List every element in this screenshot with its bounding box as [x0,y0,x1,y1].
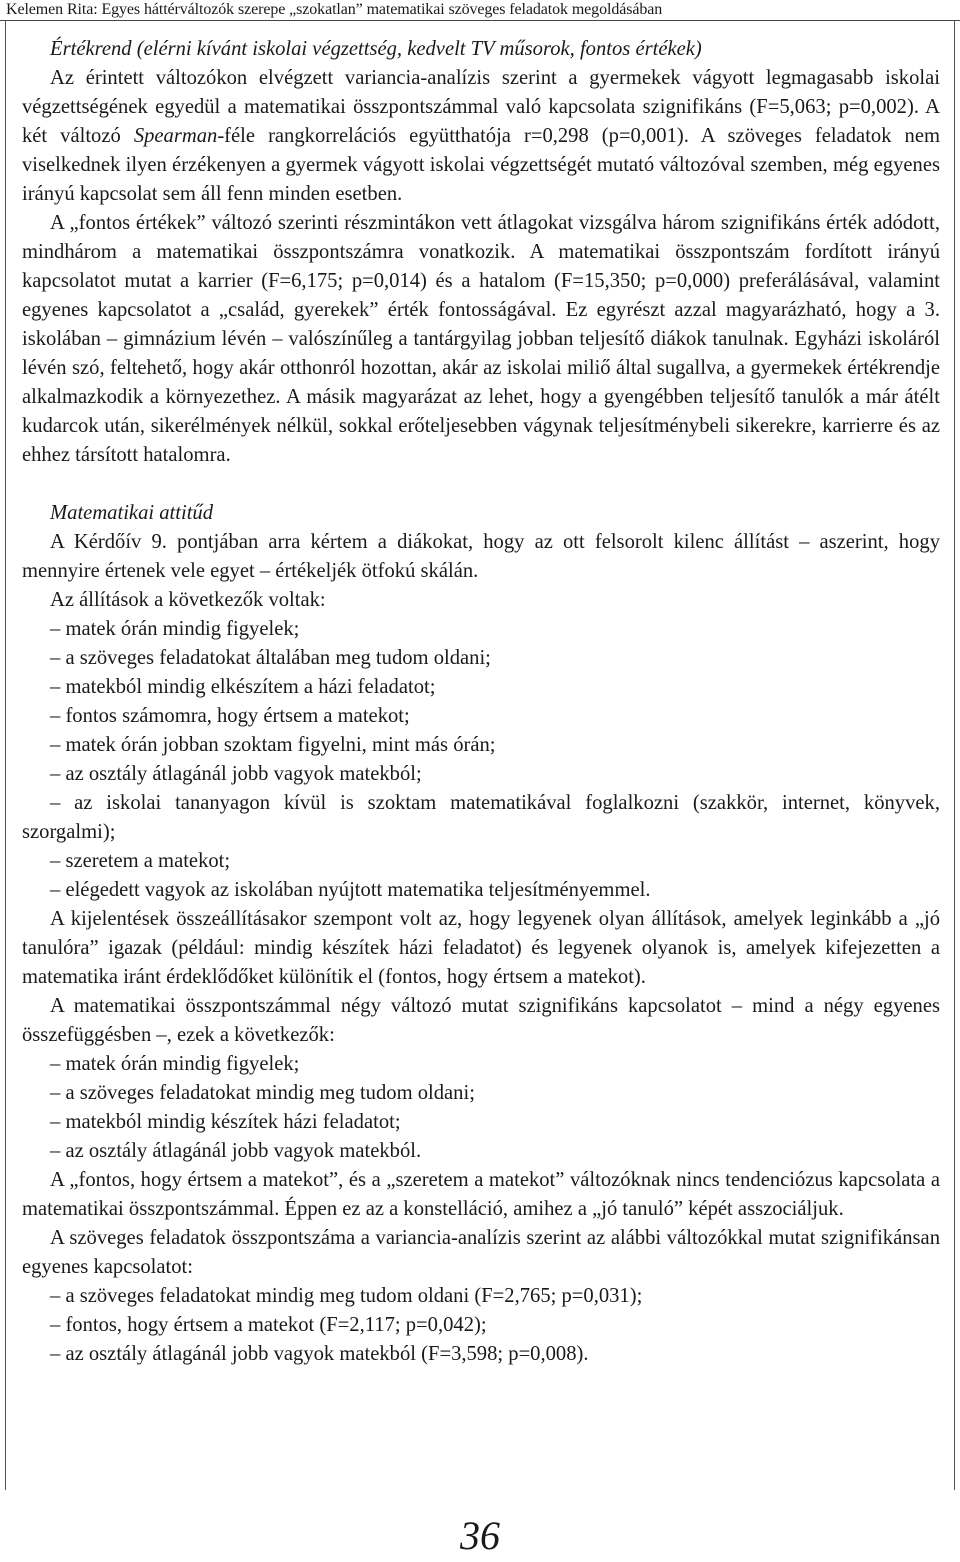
list-item: – fontos, hogy értsem a matekot (F=2,117; p=0,042); [50,1314,487,1336]
paragraph-text: -féle rangkorrelációs együtthatója r=0,298 (p=0,001). A szöveges feladatok nem viselkednek ilyen érzékenyen a gyermek vágyott iskolai végzettségét mutató változóval szemben, még egyenes irányú kapcsolat sem áll fenn minden esetben. [22,125,940,205]
list-item: – matekból mindig elkészítem a házi feladatot; [50,676,436,698]
italic-term: Spearman [133,125,218,147]
list-item: – a szöveges feladatokat általában meg tudom oldani; [50,647,491,669]
anova-list [22,1282,940,1369]
paragraph: A „fontos, hogy értsem a matekot”, és a „szeretem a matekot” változóknak nincs tendenciózus kapcsolata a matematikai összpontszámmal. Éppen ez az a konstelláció, amihez a „jó tanuló” képét asszociáljuk. [22,1169,940,1220]
paragraph: A szöveges feladatok összpontszáma a variancia-analízis szerint az alábbi változókkal mutat szignifikánsan egyenes kapcsolatot: [22,1227,940,1278]
list-item: – az iskolai tananyagon kívül is szoktam matematikával foglalkozni (szakkör, internet, könyvek, szorgalmi); [22,792,940,843]
running-header [0,0,960,20]
list-item: – az osztály átlagánál jobb vagyok matekból; [50,763,422,785]
left-margin-rule [5,20,6,1490]
list-item: – fontos számomra, hogy értsem a matekot; [50,705,410,727]
list-item: – a szöveges feladatokat mindig meg tudom oldani (F=2,765; p=0,031); [50,1285,643,1307]
paragraph: Az állítások a következők voltak: [50,589,326,611]
section-title-ertekrend: Értékrend (elérni kívánt iskolai végzettség, kedvelt TV műsorok, fontos értékek) [50,38,702,60]
paragraph: A „fontos értékek” változó szerinti részmintákon vett átlagokat vizsgálva három szignifikáns érték adódott, mindhárom a matematikai összpontszámra vonatkozik. A matematikai összpontszám fordított irányú kapcsolatot mutat a karrier (F=6,175; p=0,014) és a hatalom (F=15,350; p=0,000) preferálásával, valamint egyenes kapcsolatot a „család, gyerekek” érték fontosságával. Ez egyrészt azzal magyarázható, hogy a 3. iskolában – gimnázium lévén – valószínűleg a tantárgyilag jobban teljesítő diákok tanulnak. Egyházi iskoláról lévén szó, feltehető, hogy akár otthonról hozottan, akár az iskolai miliő által sugallva, a gyermekek értékrendje alkalmazkodik a környezethez. A másik magyarázat az lehet, hogy a gyengébben teljesítő tanulók a már átélt kudarcok után, sikerélmények nélkül, sokkal erőteljesebben vágynak teljesítménybeli sikerekre, karrierre és az ehhez társított hatalomra. [22,212,940,466]
statement-list [22,615,940,905]
list-item: – szeretem a matekot; [50,850,231,872]
list-item: – a szöveges feladatokat mindig meg tudom oldani; [50,1082,475,1104]
list-item: – matek órán mindig figyelek; [50,1053,300,1075]
list-item: – az osztály átlagánál jobb vagyok matekból (F=3,598; p=0,008). [50,1343,589,1365]
running-header-text: Kelemen Rita: Egyes háttérváltozók szerepe „szokatlan” matematikai szöveges feladatok megoldásában [6,1,663,18]
paragraph [22,64,940,209]
paragraph: A kijelentések összeállításakor szempont volt az, hogy legyenek olyan állítások, amelyek leginkább a „jó tanulóra” igazak (például: mindig készítek házi feladatot) és legyenek olyanok is, amelyek kifejezetten a matematika iránt érdeklődőket különítik el (fontos, hogy értsem a matekot). [22,908,940,988]
header-rule [0,20,960,21]
paragraph: A Kérdőív 9. pontjában arra kértem a diákokat, hogy az ott felsorolt kilenc állítást – aszerint, hogy mennyire értenek vele egyet – értékeljék ötfokú skálán. [22,531,940,582]
list-item: – matek órán jobban szoktam figyelni, mint más órán; [50,734,496,756]
paragraph-text: Az érintett változókon elvégzett variancia-analízis szerint a gyermekek vágyott legmagasabb iskolai végzettségének egyedül a matematikai összpontszámmal való kapcsolata szignifikáns (F=5,063; p=0,002). A két változó [22,67,940,147]
paragraph: A matematikai összpontszámmal négy változó mutat szignifikáns kapcsolatot – mind a négy egyenes összefüggésben –, ezek a következők: [22,995,940,1046]
article-body [22,35,940,1369]
significant-list [22,1050,940,1166]
right-margin-rule [954,20,955,1490]
list-item: – az osztály átlagánál jobb vagyok matekból. [50,1140,422,1162]
list-item: – elégedett vagyok az iskolában nyújtott matematika teljesítményemmel. [50,879,651,901]
list-item: – matek órán mindig figyelek; [50,618,300,640]
section-spacer [22,470,940,499]
list-item: – matekból mindig készítek házi feladatot; [50,1111,401,1133]
section-title-attitud: Matematikai attitűd [50,502,214,524]
page-number: 36 [460,1513,500,1558]
